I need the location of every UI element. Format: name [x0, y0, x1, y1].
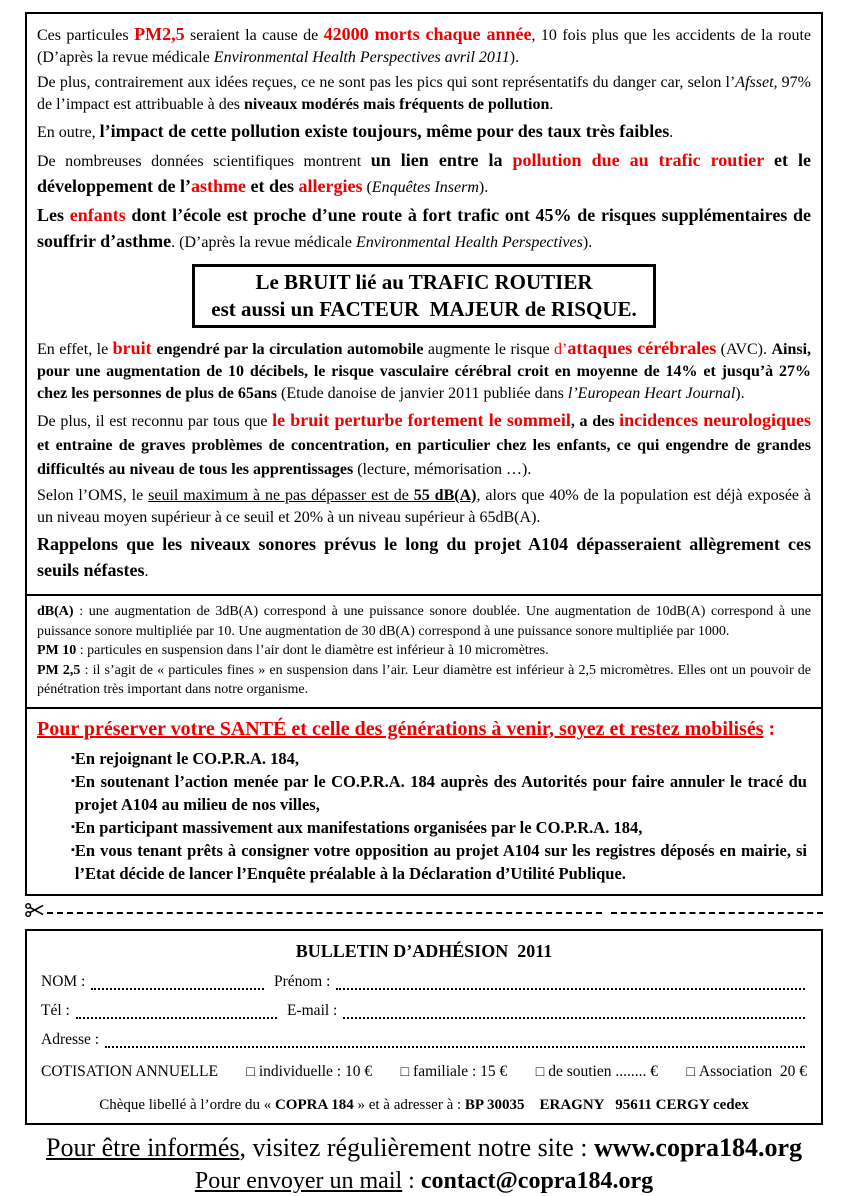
fee-option-label: Association 20 € — [698, 1062, 807, 1080]
fee-option-support — [536, 1062, 658, 1083]
fee-option-label: familiale : 15 € — [413, 1062, 508, 1080]
nom-field — [91, 976, 264, 990]
paragraph-low-levels-impact: En outre, l’impact de cette pollution existe toujours, même pour des taux très faibles. — [37, 121, 674, 141]
footer-website-line: Pour être informés, visitez régulièrement notre site : www.copra184.org — [46, 1132, 802, 1162]
dashed-line-segment — [47, 912, 602, 914]
membership-form-box — [25, 929, 823, 1125]
form-row-address — [41, 1030, 807, 1050]
paragraph-children-asthma: Les enfants dont l’école est proche d’une route à fort trafic ont 45% de risques supplémentaires de souffrir d’asthme. (D’après la revue médicale Environmental Health Perspectives). — [37, 205, 812, 251]
definition-pm25 — [37, 661, 811, 700]
bullet-text: En participant massivement aux manifestations organisées par le CO.P.R.A. 184, — [74, 817, 643, 837]
form-row-name — [41, 972, 807, 992]
paragraph-pm25-deaths: Ces particules PM2,5 seraient la cause de 42000 morts chaque année, 10 fois plus que les accidents de la route (D’après la revue médicale Environmental Health Perspectives avril 2011). — [37, 24, 812, 66]
fee-option-label: de soutien ........ € — [548, 1062, 658, 1080]
mobilization-bullet-list — [37, 747, 811, 885]
checkbox-icon: □ — [400, 1064, 410, 1080]
dashed-line-segment — [611, 912, 823, 914]
paragraph-afsset-levels: De plus, contrairement aux idées reçues, ce ne sont pas les pics qui sont représentatifs du danger car, selon l’Afsset, 97% de l’impact est attribuable à des niveaux modérés mais fréquents de pollution. — [37, 74, 812, 113]
definition-pm10 — [37, 641, 811, 661]
bullet-item-join — [37, 747, 811, 770]
tel-label: Tél : — [41, 1001, 70, 1019]
link-text[interactable]: contact@copra184.org — [420, 1167, 654, 1194]
fee-option-association — [686, 1062, 807, 1083]
tel-field — [76, 1005, 277, 1019]
adresse-field — [105, 1034, 805, 1048]
checkbox-icon: □ — [686, 1064, 695, 1080]
nom-label: NOM : — [41, 972, 86, 990]
membership-form-title: BULLETIN D’ADHÉSION 2011 — [295, 940, 553, 961]
mobilization-heading: Pour préserver votre SANTÉ et celle des générations à venir, soyez et restez mobilisés : — [37, 717, 776, 740]
prenom-label: Prénom : — [274, 972, 331, 990]
bullet-item-demonstrations — [37, 816, 811, 839]
definition-text: : il s’agit de « particules fines » en suspension dans l’air. Leur diamètre est inférieur à 2,5 micromètres. Elles ont un pouvoir de pénétration très important dans notre organisme. — [37, 662, 811, 697]
link-text[interactable]: www.copra184.org — [594, 1132, 802, 1162]
bullet-text: En rejoignant le CO.P.R.A. 184, — [74, 748, 300, 768]
bullet-square-icon: ▪ — [71, 843, 75, 856]
footer-email-line: Pour envoyer un mail : contact@copra184.org — [194, 1167, 654, 1194]
prenom-field — [336, 976, 805, 990]
checkbox-icon: □ — [535, 1064, 545, 1080]
paragraph-a104-noise-levels: Rappelons que les niveaux sonores prévus le long du projet A104 dépasseraient allègrement ces seuils néfastes. — [37, 534, 811, 580]
adresse-label: Adresse : — [41, 1030, 100, 1048]
bullet-text: En vous tenant prêts à consigner votre opposition au projet A104 sur les registres déposés en mairie, si l’Etat décide de lancer l’Enquête préalable à la Déclaration d’Utilité Publique. — [74, 840, 807, 883]
scissors-icon — [25, 902, 47, 923]
cheque-instructions: Chèque libellé à l’ordre du « COPRA 184 » et à adresser à : BP 30035 ERAGNY 95611 CERGY cedex — [99, 1096, 749, 1113]
definitions-section — [27, 594, 821, 707]
noise-callout-line1: Le BRUIT lié au TRAFIC ROUTIER — [255, 270, 593, 294]
main-content-box — [25, 12, 823, 896]
noise-callout-line2: est aussi un FACTEUR MAJEUR de RISQUE. — [211, 297, 637, 321]
noise-risk-callout-box — [192, 264, 656, 328]
mobilization-section — [27, 707, 821, 894]
checkbox-icon: □ — [246, 1064, 255, 1080]
cut-here-line — [25, 904, 823, 922]
definition-text: : particules en suspension dans l’air dont le diamètre est inférieur à 10 micromètres. — [76, 643, 549, 658]
fee-option-family — [401, 1062, 508, 1083]
definition-term: PM 10 — [37, 643, 77, 658]
form-row-contact — [41, 1001, 807, 1021]
definition-term: dB(A) — [37, 604, 74, 619]
bullet-square-icon: ▪ — [71, 774, 75, 787]
email-label: E-mail : — [287, 1001, 338, 1019]
bullet-item-registers — [37, 839, 811, 885]
fee-option-individual — [246, 1062, 372, 1083]
bullet-square-icon: ▪ — [71, 751, 75, 764]
health-arguments-section — [27, 14, 821, 594]
paragraph-noise-stroke-risk: En effet, le bruit engendré par la circulation automobile augmente le risque d’attaques cérébrales (AVC). Ainsi, pour une augmentation de 10 décibels, le risque vasculaire cérébral croit en moyenne de 14% et jusqu’à 27% chez les personnes de plus de 65ans (Etude danoise de janvier 2011 publiée dans l’European Heart Journal). — [37, 338, 812, 402]
fee-option-label: individuelle : 10 € — [258, 1062, 373, 1080]
bullet-item-support — [37, 770, 811, 816]
definition-text: : une augmentation de 3dB(A) correspond à une puissance sonore doublée. Une augmentation de 10dB(A) correspond à une puissance sonore multipliée par 10. Une augmentation de 30 dB(A) correspond à une puissance sonore multipliée par 1000. — [37, 604, 811, 639]
annual-fee-label: COTISATION ANNUELLE — [41, 1062, 218, 1080]
bullet-text: En soutenant l’action menée par le CO.P.R.A. 184 auprès des Autorités pour faire annuler le tracé du projet A104 au milieu de nos villes, — [74, 771, 807, 814]
annual-fee-row — [41, 1062, 807, 1083]
paragraph-traffic-pollution-link: De nombreuses données scientifiques montrent un lien entre la pollution due au trafic routier et le développement de l’asthme et des allergies (Enquêtes Inserm). — [37, 150, 811, 196]
email-field — [343, 1005, 805, 1019]
paragraph-oms-threshold: Selon l’OMS, le seuil maximum à ne pas dépasser est de 55 dB(A), alors que 40% de la population est déjà exposée à un niveau moyen supérieur à ce seuil et 20% à un niveau supérieur à 65dB(A). — [37, 487, 812, 526]
definition-term: PM 2,5 — [37, 662, 81, 678]
bullet-square-icon: ▪ — [71, 820, 75, 833]
definition-dba — [37, 602, 811, 641]
paragraph-noise-sleep-concentration: De plus, il est reconnu par tous que le bruit perturbe fortement le sommeil, a des incidences neurologiques et entraine de graves problèmes de concentration, en particulier chez les enfants, ce qui engendre de grandes difficultés au niveau de tous les apprentissages (lecture, mémorisation …). — [37, 410, 811, 478]
